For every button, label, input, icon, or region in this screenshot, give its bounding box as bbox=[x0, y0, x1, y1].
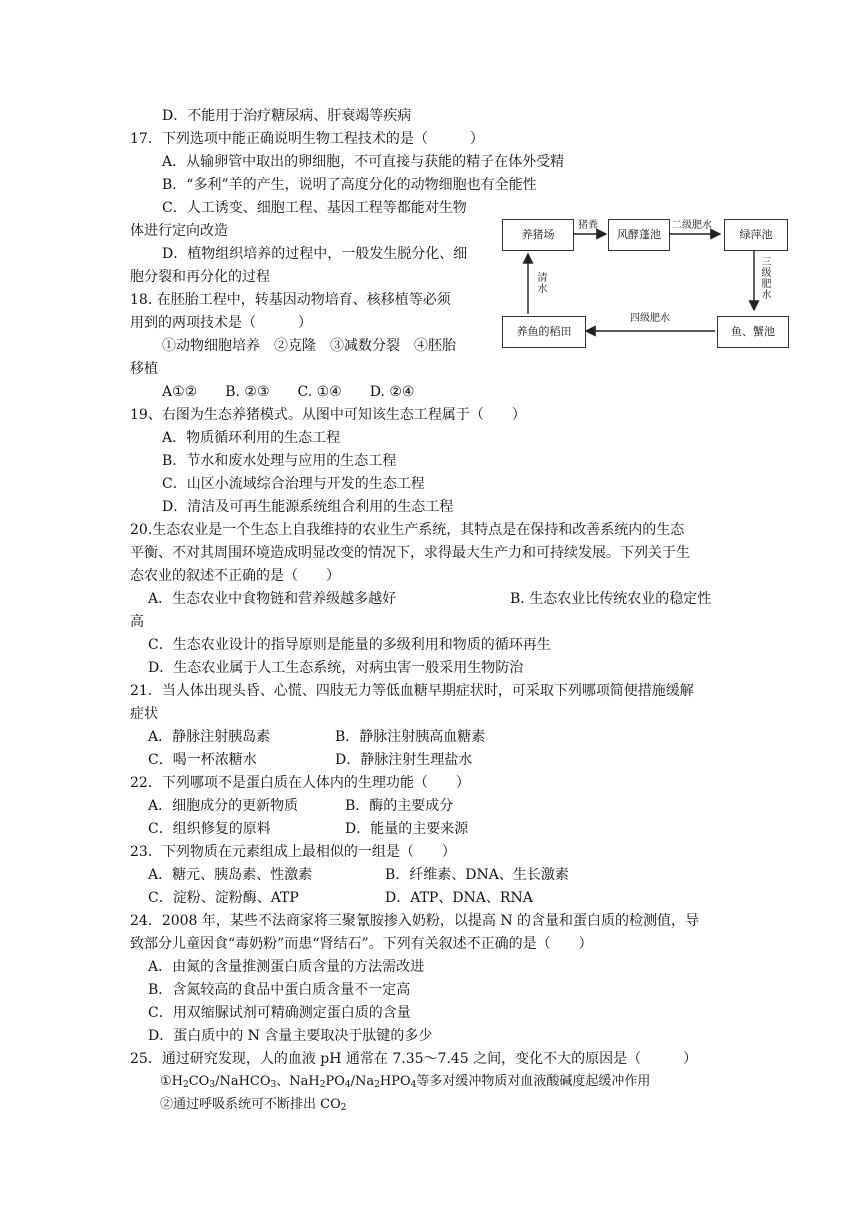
box-fish-crab-pool: 鱼、蟹池 bbox=[717, 316, 789, 348]
q24-stem-cont: 致部分儿童因食“毒奶粉”而患“肾结石”。下列有关叙述不正确的是（ ） bbox=[130, 936, 593, 952]
q24-option-b: B．含氮较高的食品中蛋白质含量不一定高 bbox=[148, 982, 411, 998]
q18-stem: 18. 在胚胎工程中，转基因动物培育、核移植等必须 bbox=[130, 292, 451, 308]
q17-option-c: C．人工诱变、细胞工程、基因工程等都能对生物 bbox=[162, 200, 467, 216]
q20-stem: 20.生态农业是一个生态上自我维持的农业生产系统，其特点是在保持和改善系统内的生态 bbox=[130, 522, 685, 538]
q20-option-a: A．生态农业中食物链和营养级越多越好 bbox=[148, 591, 397, 607]
q16-option-d: D．不能用于治疗糖尿病、肝衰竭等疾病 bbox=[162, 108, 412, 124]
q20-option-b-cont: 高 bbox=[130, 614, 144, 630]
q20-option-b: B. 生态农业比传统农业的稳定性 bbox=[510, 591, 712, 607]
q17-option-b: B．“多利”羊的产生，说明了高度分化的动物细胞也有全能性 bbox=[162, 177, 537, 193]
q22-option-d: D．能量的主要来源 bbox=[345, 821, 469, 837]
q17-option-a: A．从输卵管中取出的卵细胞，不可直接与获能的精子在体外受精 bbox=[162, 154, 565, 170]
q19-option-c: C．山区小流域综合治理与开发的生态工程 bbox=[162, 476, 425, 492]
label-tertiary-water: 三级肥水 bbox=[759, 256, 770, 300]
q17-option-d: D．植物组织培养的过程中，一般发生脱分化、细 bbox=[162, 246, 468, 262]
q23-option-a: A．糖元、胰岛素、性激素 bbox=[148, 867, 313, 883]
q19-option-b: B．节水和废水处理与应用的生态工程 bbox=[162, 453, 397, 469]
q22-option-a: A．细胞成分的更新物质 bbox=[148, 798, 299, 814]
q24-stem: 24．2008 年，某些不法商家将三聚氰胺掺入奶粉，以提高 N 的含量和蛋白质的检测值，导 bbox=[130, 913, 700, 929]
q19-stem: 19、右图为生态养猪模式。从图中可知该生态工程属于（ ） bbox=[130, 407, 526, 423]
label-pig-manure: 猪粪 bbox=[578, 220, 598, 231]
q25-stem: 25．通过研究发现，人的血液 pH 通常在 7.35～7.45 之间，变化不大的原因是（ ） bbox=[130, 1051, 698, 1067]
q20-stem-cont1: 平衡、不对其周围环境造成明显改变的情况下，求得最大生产力和可持续发展。下列关于生 bbox=[130, 545, 690, 561]
q24-option-c: C．用双缩脲试剂可精确测定蛋白质的含量 bbox=[148, 1005, 411, 1021]
q23-option-b: B．纤维素、DNA、生长激素 bbox=[385, 867, 569, 883]
q21-option-d: D．静脉注射生理盐水 bbox=[335, 752, 473, 768]
q20-option-d: D．生态农业属于人工生态系统，对病虫害一般采用生物防治 bbox=[148, 660, 524, 676]
q23-option-d: D．ATP、DNA、RNA bbox=[385, 890, 533, 906]
q21-stem: 21．当人体出现头昏、心慌、四肢无力等低血糖早期症状时，可采取下列哪项简便措施缓解 bbox=[130, 683, 694, 699]
q25-item-2: ②通过呼吸系统可不断排出 $CO_2$ bbox=[160, 1097, 347, 1113]
q22-stem: 22．下列哪项不是蛋白质在人体内的生理功能（ ） bbox=[130, 775, 470, 791]
q18-options: A①② B. ②③ C. ①④ D. ②④ bbox=[162, 384, 415, 400]
q24-option-a: A．由氮的含量推测蛋白质含量的方法需改进 bbox=[148, 959, 425, 975]
q21-option-a: A．静脉注射胰岛素 bbox=[148, 729, 271, 745]
box-duckweed-pool: 绿萍池 bbox=[724, 219, 788, 251]
box-pig-farm: 养猪场 bbox=[502, 219, 574, 251]
q20-stem-cont2: 态农业的叙述不正确的是（ ） bbox=[130, 568, 340, 584]
q23-option-c: C．淀粉、淀粉酶、ATP bbox=[148, 890, 299, 906]
q22-option-c: C．组织修复的原料 bbox=[148, 821, 271, 837]
q22-option-b: B．酶的主要成分 bbox=[345, 798, 454, 814]
q24-option-d: D．蛋白质中的 N 含量主要取决于肽键的多少 bbox=[148, 1028, 433, 1044]
q21-option-c: C．喝一杯浓糖水 bbox=[148, 752, 257, 768]
box-rice-field: 养鱼的稻田 bbox=[502, 316, 586, 348]
q21-stem-cont: 症状 bbox=[130, 706, 158, 722]
q17-option-d-cont: 胞分裂和再分化的过程 bbox=[130, 269, 270, 285]
q25-item-1: $①H_2CO_3/NaHCO_3$、$NaH_2PO_4/Na_2HPO_4$等多对缓冲物质对血液酸碱度起缓冲作用 bbox=[160, 1074, 651, 1090]
box-biogas-pool: 风酵蓬池 bbox=[608, 219, 670, 251]
q20-option-c: C．生态农业设计的指导原则是能量的多级利用和物质的循环再生 bbox=[148, 637, 551, 653]
q21-option-b: B．静脉注射胰高血糖素 bbox=[335, 729, 486, 745]
eco-farm-diagram bbox=[500, 210, 790, 355]
q19-option-d: D．清洁及可再生能源系统组合利用的生态工程 bbox=[162, 499, 454, 515]
q17-stem: 17．下列选项中能正确说明生物工程技术的是（ ） bbox=[130, 131, 484, 147]
label-clean-water: 清水 bbox=[535, 272, 546, 294]
label-secondary-water: 二级肥水 bbox=[672, 220, 712, 231]
q23-stem: 23．下列物质在元素组成上最相似的一组是（ ） bbox=[130, 844, 456, 860]
q17-option-c-cont: 体进行定向改造 bbox=[130, 223, 228, 239]
q18-items-cont: 移植 bbox=[130, 361, 158, 377]
q19-option-a: A．物质循环利用的生态工程 bbox=[162, 430, 341, 446]
q18-stem-cont: 用到的两项技术是（ ） bbox=[130, 315, 312, 331]
q18-items: ①动物细胞培养 ②克隆 ③减数分裂 ④胚胎 bbox=[162, 338, 456, 354]
label-quaternary-water: 四级肥水 bbox=[630, 313, 670, 324]
